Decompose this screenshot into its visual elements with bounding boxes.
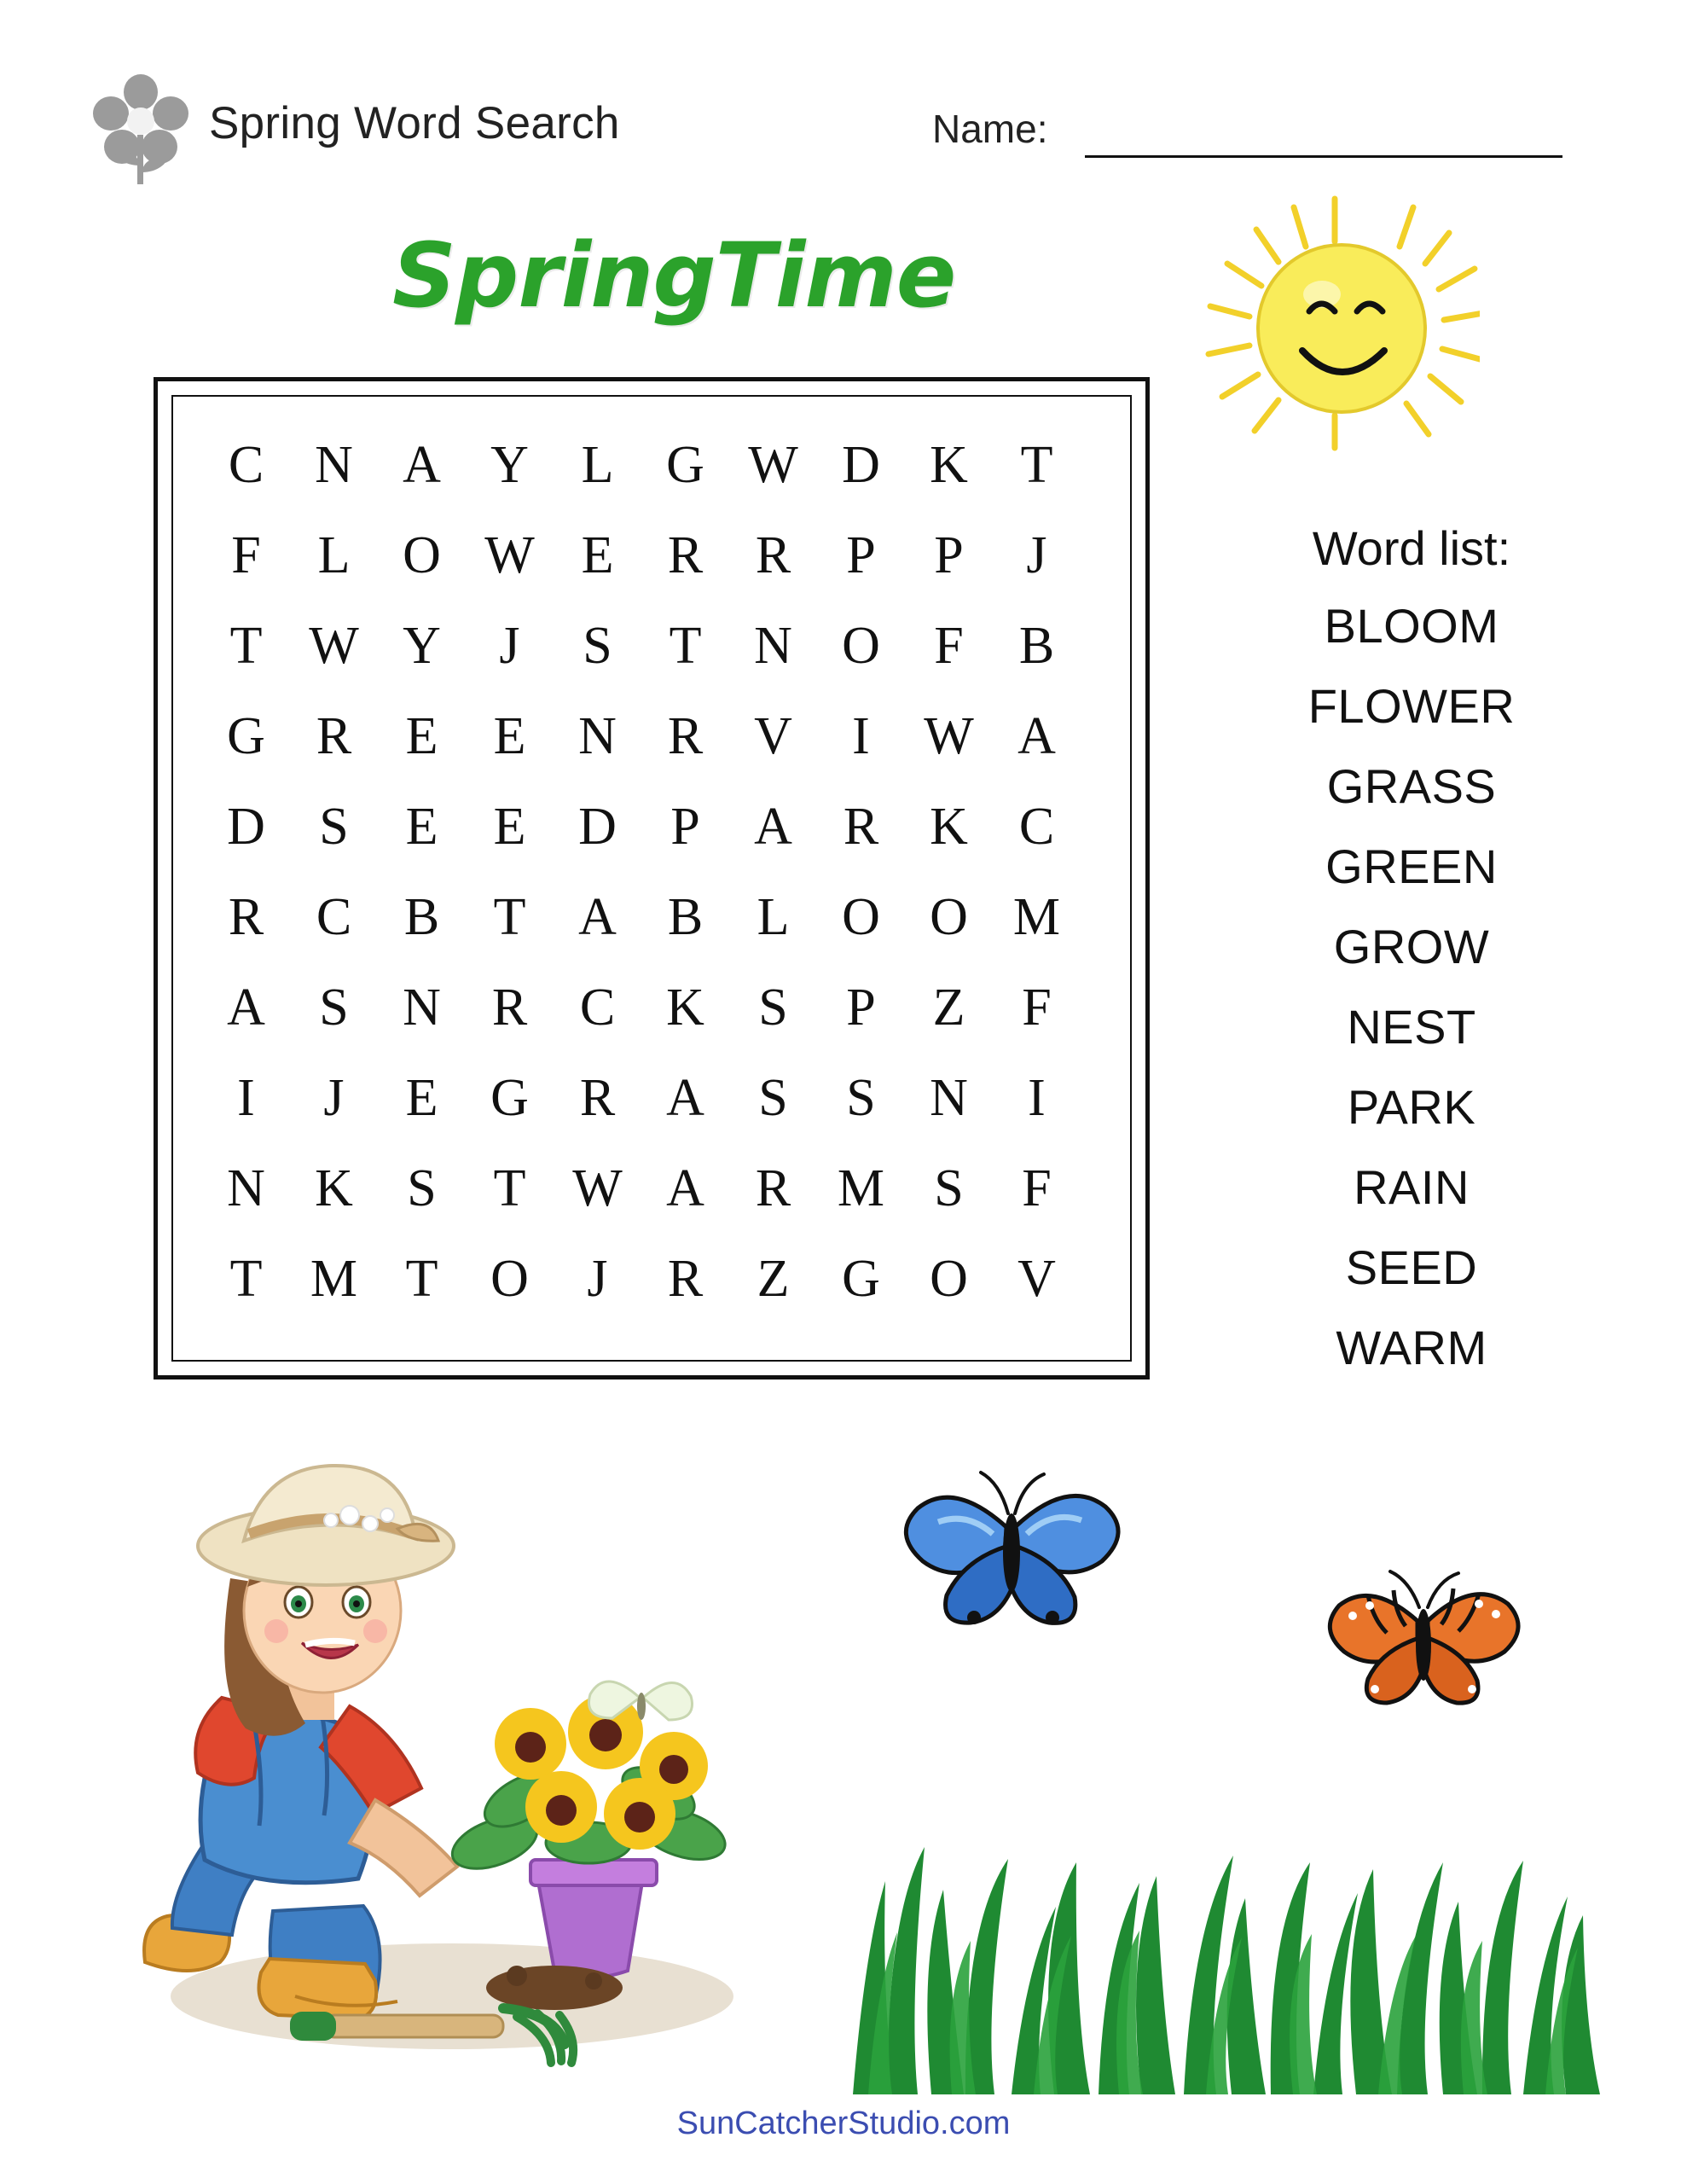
word-list-item[interactable]: RAIN (1354, 1160, 1470, 1214)
grid-cell[interactable]: A (403, 436, 441, 494)
grid-cell[interactable]: I (852, 707, 870, 765)
grid-cell[interactable]: E (493, 798, 526, 856)
grid-cell[interactable]: N (578, 707, 617, 765)
grid-cell[interactable]: V (754, 707, 792, 765)
grid-cell[interactable]: R (755, 526, 791, 584)
grid-cell[interactable]: J (587, 1250, 608, 1308)
word-list-item[interactable]: GREEN (1325, 839, 1498, 893)
grid-cell[interactable]: P (670, 798, 700, 856)
grid-cell[interactable]: R (755, 1159, 791, 1217)
grid-cell[interactable]: T (405, 1250, 438, 1308)
word-search-grid[interactable] (154, 377, 1150, 1380)
grid-cell[interactable]: W (484, 526, 535, 584)
grid-cell[interactable]: B (403, 888, 440, 946)
grid-cell[interactable]: D (842, 436, 880, 494)
green-grass-illustration (853, 1753, 1603, 2094)
grid-cell[interactable]: I (237, 1069, 255, 1127)
grid-cell[interactable]: R (579, 1069, 616, 1127)
grid-cell[interactable]: R (667, 526, 704, 584)
grid-cell[interactable]: D (227, 798, 265, 856)
grid-cell[interactable]: M (1012, 888, 1061, 946)
grid-cell[interactable]: A (227, 979, 265, 1037)
word-list-item[interactable]: WARM (1336, 1321, 1487, 1374)
word-list-item[interactable]: BLOOM (1324, 599, 1499, 653)
grid-cell[interactable]: K (930, 436, 968, 494)
grid-cell[interactable]: W (572, 1159, 623, 1217)
grid-cell[interactable]: S (934, 1159, 964, 1217)
grid-cell[interactable]: J (323, 1069, 345, 1127)
grid-cell[interactable]: T (229, 1250, 263, 1308)
grid-cell[interactable]: C (579, 979, 616, 1037)
flower-icon (92, 73, 190, 189)
grid-cell[interactable]: S (319, 798, 349, 856)
grid-cell[interactable]: Z (932, 979, 965, 1037)
grid-cell[interactable]: O (403, 526, 441, 584)
grid-cell[interactable]: R (316, 707, 352, 765)
grid-cell[interactable]: Y (490, 436, 529, 494)
grid-cell[interactable]: V (1017, 1250, 1056, 1308)
grid-cell[interactable]: R (228, 888, 264, 946)
word-list-item[interactable]: NEST (1347, 1000, 1476, 1054)
grid-cell[interactable]: F (231, 526, 261, 584)
grid-cell[interactable]: P (846, 979, 876, 1037)
grid-cell[interactable]: E (493, 707, 526, 765)
word-list-item[interactable]: GRASS (1326, 759, 1497, 813)
grid-cell[interactable]: L (317, 526, 351, 584)
grid-cell[interactable]: P (846, 526, 876, 584)
grid-cell[interactable]: A (1017, 707, 1056, 765)
grid-cell[interactable]: S (758, 1069, 788, 1127)
word-list-title: Word list: (1312, 521, 1511, 575)
grid-cell[interactable]: G (666, 436, 704, 494)
grid-cell[interactable]: O (842, 888, 880, 946)
letter-grid[interactable] (202, 429, 1081, 1316)
grid-cell[interactable]: I (1028, 1069, 1046, 1127)
grid-cell[interactable]: A (666, 1069, 704, 1127)
grid-cell[interactable]: K (315, 1159, 353, 1217)
grid-cell[interactable]: L (757, 888, 790, 946)
word-list-item[interactable]: SEED (1345, 1240, 1478, 1294)
orange-monarch-butterfly-illustration (1322, 1561, 1527, 1723)
word-list (1228, 520, 1595, 1388)
grid-cell[interactable]: G (490, 1069, 529, 1127)
grid-cell[interactable]: F (1022, 979, 1052, 1037)
grid-cell[interactable]: G (227, 707, 265, 765)
girl-planting-flowers-illustration (94, 1399, 810, 2073)
name-label: Name: (932, 107, 1048, 151)
grid-cell[interactable]: G (842, 1250, 880, 1308)
grid-cell[interactable]: T (493, 1159, 526, 1217)
page-title: Spring Word Search (209, 98, 620, 148)
page-header (0, 73, 1687, 184)
blue-butterfly-illustration (887, 1461, 1134, 1648)
grid-cell[interactable]: K (930, 798, 968, 856)
grid-cell[interactable]: M (310, 1250, 358, 1308)
grid-cell[interactable]: N (227, 1159, 265, 1217)
name-input-line[interactable] (1085, 155, 1562, 158)
grid-cell[interactable]: A (666, 1159, 704, 1217)
grid-cell[interactable]: J (499, 617, 520, 675)
grid-cell[interactable]: Y (403, 617, 441, 675)
grid-cell[interactable]: E (405, 707, 438, 765)
grid-cell[interactable]: T (493, 888, 526, 946)
grid-cell[interactable]: C (228, 436, 264, 494)
grid-cell[interactable]: R (843, 798, 879, 856)
grid-cell[interactable]: S (407, 1159, 437, 1217)
word-list-item[interactable]: PARK (1347, 1080, 1476, 1134)
grid-cell[interactable]: M (837, 1159, 885, 1217)
grid-cell[interactable]: T (1020, 436, 1053, 494)
grid-cell[interactable]: S (583, 617, 612, 675)
grid-cell[interactable]: O (842, 617, 880, 675)
grid-cell[interactable]: R (491, 979, 528, 1037)
word-list-items (1228, 586, 1595, 1388)
grid-cell[interactable]: B (667, 888, 704, 946)
grid-cell[interactable]: Z (757, 1250, 790, 1308)
grid-cell[interactable]: W (309, 617, 359, 675)
grid-cell[interactable]: B (1018, 617, 1055, 675)
grid-cell[interactable]: P (934, 526, 964, 584)
smiling-sun-icon (1190, 192, 1480, 473)
grid-cell[interactable]: W (748, 436, 798, 494)
grid-cell[interactable]: O (930, 888, 968, 946)
grid-cell[interactable]: K (666, 979, 704, 1037)
word-list-item[interactable]: GROW (1333, 920, 1490, 973)
grid-cell[interactable]: C (1018, 798, 1055, 856)
site-credit: SunCatcherStudio.com (676, 2106, 1011, 2141)
grid-cell[interactable]: N (315, 436, 353, 494)
puzzle-title: SpringTime (392, 224, 956, 328)
grid-cell[interactable]: C (316, 888, 352, 946)
grid-cell[interactable]: J (1026, 526, 1047, 584)
grid-cell[interactable]: N (930, 1069, 968, 1127)
grid-cell[interactable]: N (403, 979, 441, 1037)
grid-cell[interactable]: O (490, 1250, 529, 1308)
grid-cell[interactable]: N (754, 617, 792, 675)
grid-cell[interactable]: S (319, 979, 349, 1037)
grid-cell[interactable]: W (924, 707, 974, 765)
grid-cell[interactable]: O (930, 1250, 968, 1308)
grid-cell[interactable]: T (229, 617, 263, 675)
grid-cell[interactable]: R (667, 1250, 704, 1308)
grid-cell[interactable]: F (934, 617, 964, 675)
grid-cell[interactable]: T (669, 617, 702, 675)
grid-cell[interactable]: E (405, 1069, 438, 1127)
grid-cell[interactable]: S (846, 1069, 876, 1127)
grid-cell[interactable]: R (667, 707, 704, 765)
grid-cell[interactable]: D (578, 798, 617, 856)
grid-cell[interactable]: E (581, 526, 614, 584)
grid-cell[interactable]: F (1022, 1159, 1052, 1217)
grid-cell[interactable]: A (754, 798, 792, 856)
word-list-item[interactable]: FLOWER (1307, 679, 1516, 733)
grid-cell[interactable]: E (405, 798, 438, 856)
grid-cell[interactable]: L (581, 436, 614, 494)
grid-cell[interactable]: A (578, 888, 617, 946)
grid-cell[interactable]: S (758, 979, 788, 1037)
